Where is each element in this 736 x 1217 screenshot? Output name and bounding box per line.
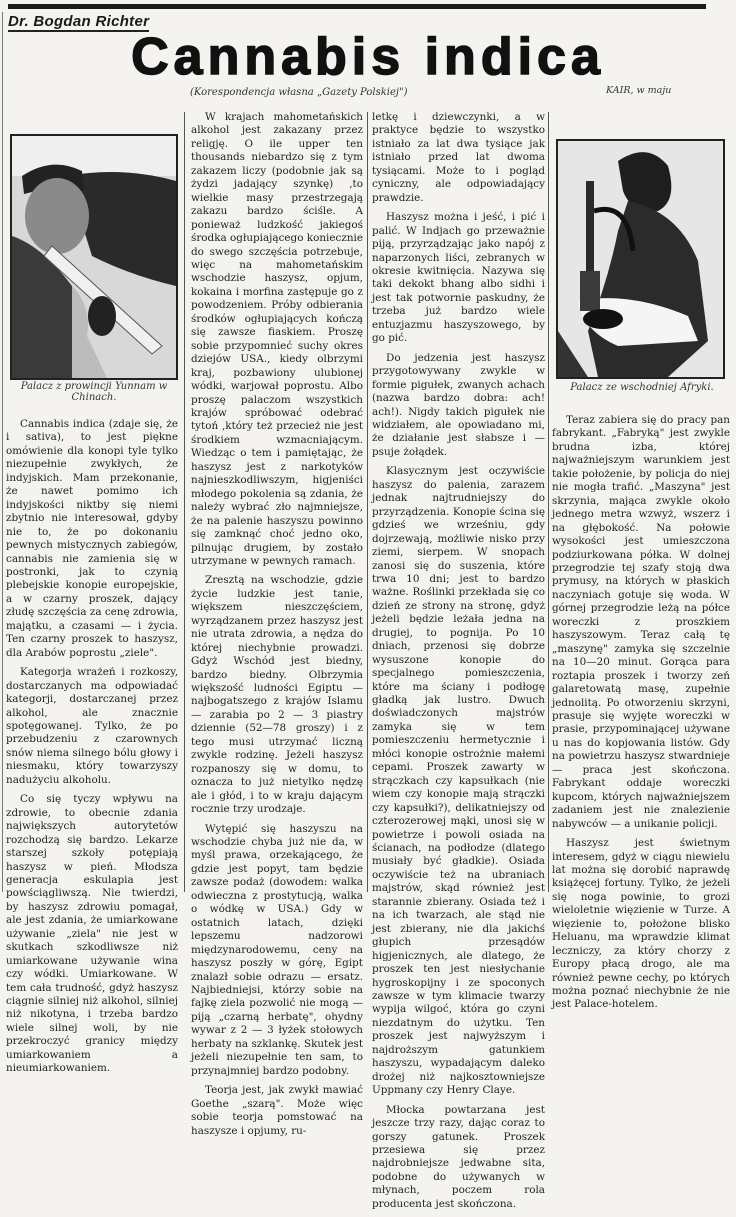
page-edge-rule — [2, 12, 3, 892]
article-column-4 — [552, 414, 730, 1018]
paragraph: Do jedzenia jest haszysz przygotowywany zwykle w formie pigułek, zwanych achach (nazwa bardzo dobra: ach! ach!). Nigdy takich pigułek nie widziałem, ale opowiadano mi, że działanie jest słabsze i — psuje żołądek. — [372, 351, 545, 458]
correspondence-note: (Korespondencja własna „Gazety Polskiej") — [190, 87, 408, 98]
paragraph: Teorja jest, jak zwykł mawiać Goethe „szarą". Może więc sobie teorja pomstować na haszysze i opjumy, ru- — [191, 1084, 363, 1137]
paragraph: W krajach mahometańskich alkohol jest zakazany przez religję. O ile upper ten thousands niebardzo się z tym zakazem liczy (podobnie jak są żydzi jadający szynkę) ,to wielkie masy przestrzegają zakazu bardzo ściśle. A ponieważ ludzkość jakiegoś środka ogłupiającego koniecznie do swego szczęścia potrzebuje, więc na mahometańskim wschodzie haszysz, opjum, kokaina i morfina zastępuje go z powodzeniem. Próby odbierania środków ogłupiających kończą się zawsze fiaskiem. Proszę sobie przypomnieć suchy okres dziejów USA., kiedy olbrzymi kraj, pozbawiony ulubionej wódki, warjował poprostu. Albo proszę palaczom wszystkich krajów spróbować odebrać tytoń ,który też przecież nie jest środkiem wzmacniającym. Wiedząc o tem i pamiętając, że haszysz jest z narkotyków najnieszkodliwszym, higjeniści młodego pokolenia są zdania, że należy wybrać zło najmniejsze, że na palenie haszyszu powinno się zamknąć choć jedno oko, pilnując drugiem, by zostało utrzymane w pewnych ramach. — [191, 111, 363, 567]
photo-african-smoker — [556, 139, 725, 379]
paragraph: Wytępić się haszyszu na wschodzie chyba już nie da, w myśl prawa, orzekającego, że gdzie jest popyt, tam będzie zawsze podaż (dowodem: walka odwieczna z prostytucją, walka o wódkę w USA.) Gdy w ostatnich latach, dzięki lepszemu nadzorowi międzynarodowemu, ceny na haszysz poszły w górę, Egipt znalazł sobie odrazu — ersatz. Najbiedniejsi, którzy sobie na fajkę ziela pozwolić nie mogą — piją „czarną herbatę", ohydny wywar z 2 — 3 łyżek stołowych herbaty na szklankę. Skutek jest jeżeli niezupełnie ten sam, to przynajmniej bardzo podobny. — [191, 822, 363, 1077]
column-rule — [367, 112, 368, 892]
paragraph: Kategorja wrażeń i rozkoszy, dostarczanych ma odpowiadać kategorji, dostarczanej przez alkohol, ale znacznie spotęgowanej. Tylko, że po przebudzeniu z czarownych snów niema silnego bólu głowy i niesmaku, który towarzyszy nadużyciu alkoholu. — [6, 666, 178, 786]
article-column-2 — [191, 111, 363, 1144]
column-rule — [548, 112, 549, 892]
paragraph: letkę i dziewczynki, a w praktyce będzie to wszystko istniało za lat dwa tysiące jak istniało przed lat dwoma tysiącami. Może to i pogląd cyniczny, ale odpowiadający prawdzie. — [372, 111, 545, 204]
author-byline: Dr. Bogdan Richter — [8, 13, 150, 30]
paragraph: Klasycznym jest oczywiście haszysz do palenia, zarazem jednak najtrudniejszy do przyrządzenia. Konopie ścina się gdzieś we wrześniu, gdy dojrzewają, możliwie nisko przy ziemi, sierpem. W snopach zanosi się do suszenia, które trwa 10 dni; jest to bardzo ważne. Roślinki przekłada się co dzień ze strony na stronę, gdyż jeżeli będzie leżała jedna na drugiej, to pognija. Po 10 dniach, przenosi się dobrze wysuszone konopie do specjalnego pomieszczenia, które ma ściany i podłogę gładką jak lustro. Dwuch doświadczonych majstrów zamyka się w tem pomieszczeniu hermetycznie i młóci konopie ostrożnie małemi cepami. Proszek zawarty w strączkach czy kapsułkach (nie wiem czy konopie mają strączki czy kapsułki?), delikatniejszy od czterozerowej mąki, unosi się w powietrze i powoli osiada na ścianach, na podłodze (dlatego musiały być gładkie). Osiada oczywiście też na ubraniach majstrów, skąd również jest starannie zbierany. Osiada też i na ich twarzach, ale stąd nie jest zbierany, nie dla jakichś głupich przesądów higjenicznych, ale dlatego, że proszek ten jest niesłychanie hygroskopijny i ze spoconych zawsze w tym klimacie twarzy wypija wilgoć, która go czyni niezdatnym do użytku. Ten proszek jest najwyższym i najdroższym gatunkiem haszyszu, wypadającym daleko drożej niż najkosztowniejsze Uppmany czy Henry Claye. — [372, 465, 545, 1097]
smoker-photo-illustration — [558, 141, 723, 377]
paragraph: Haszysz można i jeść, i pić i palić. W Indjach go przeważnie piją, przyrządzając jako napój z naparzonych liści, zebranych w okresie kwitnięcia. Nazywa się taki dekokt bhang albo sidhi i jest tak potwornie paskudny, że trzeba już bardzo wiele entuzjazmu haszyszowego, by go pić. — [372, 211, 545, 345]
top-rule — [8, 4, 706, 9]
article-column-1 — [6, 418, 178, 1082]
column-rule — [184, 112, 185, 892]
paragraph: Cannabis indica (zdaje się, że i sativa), to jest piękne omówienie dla konopi tyle tylko niezupełnie zwykłych, że indyjskich. Mam przekonanie, że nawet pomimo ich indyjskości niktby się niemi zbytnio nie interesował, gdyby nie to, że po dokonaniu pewnych mistycznych zabiegów, cannabis nie zamienia się w postronki, jak to czynią plebejskie konopie europejskie, a w czarny proszek, dający złudę szczęścia za cenę zdrowia, majątku, a czasami — i życia. Ten czarny proszek to haszysz, dla Arabów poprostu „ziele". — [6, 418, 179, 659]
paragraph: Teraz zabiera się do pracy pan fabrykant. „Fabryką" jest zwykle brudna izba, której najważniejszym warunkiem jest takie położenie, by policja do niej nie mogła trafić. „Maszyna" jest skrzynia, mająca zwykle około jednego metra wzwyż, wszerz i na głębokość. Na połowie wysokości jest umieszczona podziurkowana półka. W dolnej przegrodzie tej szafy stoją dwa prymusy, na których w płaskich naczyniach gotuje się woda. W górnej przegrodzie leżą na półce woreczki z proszkiem haszyszowym. Teraz całą tę „maszynę" zamyka się szczelnie na 10—20 minut. Gorąca para roztapia proszek i tworzy zeń galaretowatą masę, zupełnie jednolitą. Po otworzeniu skrzyni, prasuje się wyjęte woreczki w prasie, przypominającej używane u nas do kopjowania listów. Gdy na powietrzu haszysz stwardnieje — praca jest skończona. Fabrykant oddaje woreczki kupcom, których najważniejszem zadaniem jest nie znalezienie nabywców — a unikanie policji. — [552, 414, 730, 830]
paragraph: Młocka powtarzana jest jeszcze trzy razy, dając coraz to gorszy gatunek. Proszek przesiewa się przez najdrobniejsze jedwabne sita, podobne do używanych w młynach, poczem rola producenta jest skończona. — [372, 1103, 545, 1210]
paragraph: Zresztą na wschodzie, gdzie życie ludzkie jest tanie, większem nieszczęściem, wyrządzanem przez haszysz jest nie utrata zdrowia, a nędza do której niechybnie prowadzi. Gdyż Wschód jest biedny, bardzo biedny. Olbrzymia większość ludności Egiptu — najbogatszego z krajów Islamu — zarabia po 2 — 3 piastry dziennie (52—78 groszy) i z tego musi utrzymać liczną zwykle rodzinę. Jeżeli haszysz rozpanoszy się w domu, to oznacza to już nietylko nędzę ale i głód, i to w kraju dającym rocznie trzy urodzaje. — [191, 574, 363, 816]
paragraph: Co się tyczy wpływu na zdrowie, to obecnie zdania największych autorytetów rozchodzą się bardzo. Lekarze starszej szkoły potępiają haszysz w pień. Młodsza generacja eskulapia jest powściągliwszą. Nie twierdzi, by haszysz zdrowiu pomagał, ale jest zdania, że umiarkowane używanie „ziela" nie jest w skutkach szkodliwsze niż umiarkowane używanie wina czy wódki. Umiarkowane. W tem cała trudność, gdyż haszysz ciągnie silniej niż alkohol, silniej niż nikotyna, i trzeba bardzo wiele silnej woli, by nie przekroczyć granicy między umiarkowaniem a nieumiarkowaniem. — [6, 793, 178, 1075]
headline: Cannabis indica — [131, 28, 605, 86]
article-column-3 — [372, 111, 545, 1217]
paragraph: Haszysz jest świetnym interesem, gdyż w ciągu niewielu lat można się dorobić naprawdę książęcej fortuny. Tylko, że jeżeli się noga powinie, to grozi wieloletnie więzienie w Turze. A więzienie to, położone blisko Heluanu, ma wprawdzie klimat leczniczy, za który chorzy z Europy płacą drogo, ale ma również pewne cechy, po których można poznać niechybnie że nie jest Palace-hotelem. — [552, 837, 730, 1011]
smoker-photo-illustration — [12, 136, 176, 378]
photo-caption-2: Palacz ze wschodniej Afryki. — [570, 382, 714, 393]
dateline: KAIR, w maju — [606, 85, 672, 96]
photo-chinese-smoker — [10, 134, 178, 380]
photo-caption-1: Palacz z prowincji Yunnam w Chinach. — [20, 381, 168, 403]
